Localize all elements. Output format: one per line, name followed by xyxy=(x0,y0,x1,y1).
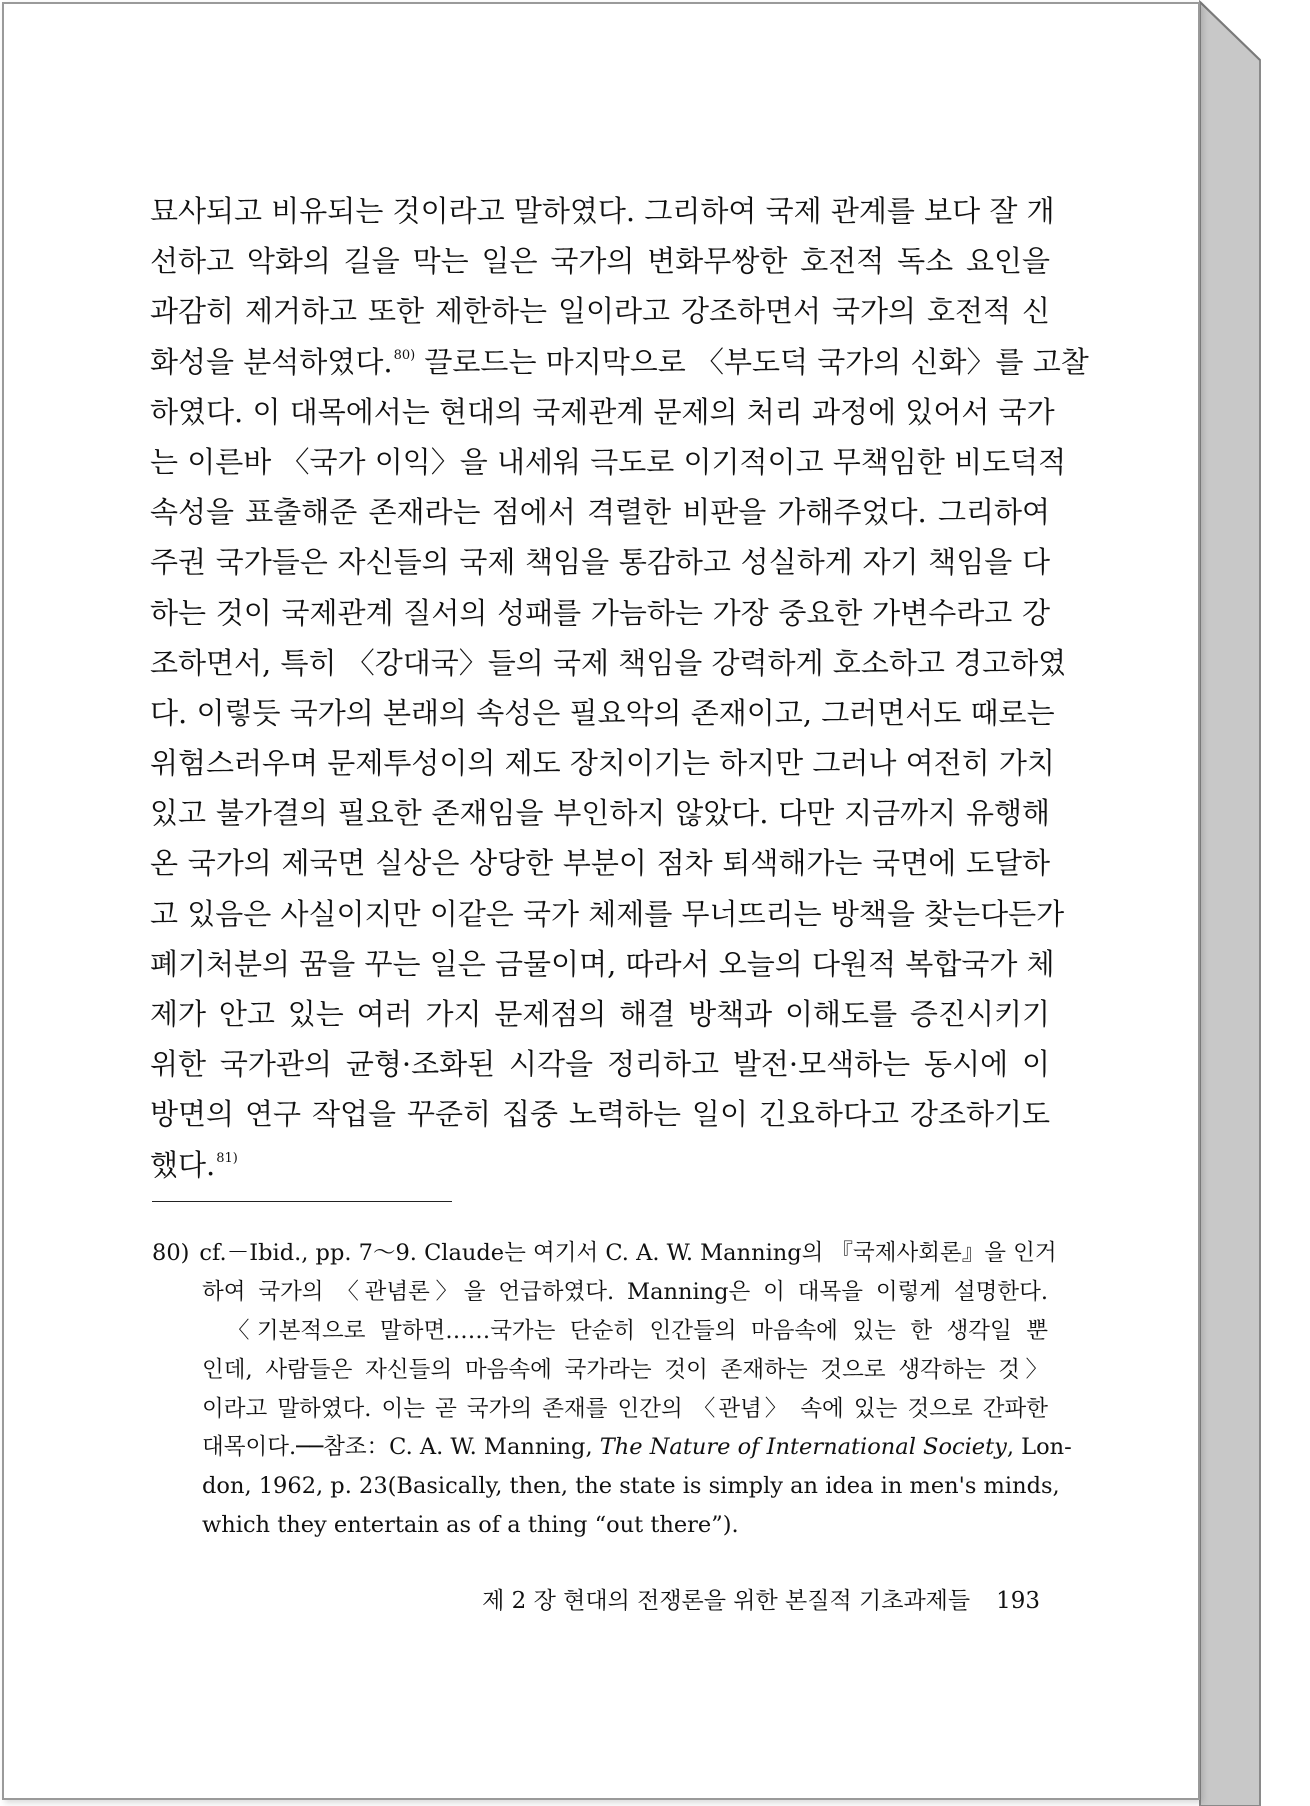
footnote-line xyxy=(152,1234,1057,1273)
body-line: 위험스러우며 문제투성이의 제도 장치이기는 하지만 그러나 여전히 가치 xyxy=(150,746,1055,781)
footnote-line: 하여 국가의 〈관념론〉을 언급하였다. Manning은 이 대목을 이렇게 설명한다. xyxy=(202,1278,1048,1305)
body-line: 방면의 연구 작업을 꾸준히 집중 노력하는 일이 긴요하다고 강조하기도 xyxy=(150,1097,1050,1132)
footnote-line-text: 대목이다.──참조：C. A. W. Manning, xyxy=(202,1434,600,1461)
footnote-line: 〈기본적으로 말하면……국가는 단순히 인간들의 마음속에 있는 한 생각일 뿐 xyxy=(227,1317,1048,1344)
body-line: 과감히 제거하고 또한 제한하는 일이라고 강조하면서 국가의 호전적 신 xyxy=(150,294,1050,329)
footnote-line: which they entertain as of a thing “out there”). xyxy=(202,1512,739,1539)
footnote-line-text: , Lon- xyxy=(1006,1434,1072,1461)
footnote-ref-80[interactable]: 80) xyxy=(393,347,416,363)
running-footer xyxy=(420,1582,1040,1615)
body-line: 다. 이렇듯 국가의 본래의 속성은 필요악의 존재이고, 그러면서도 때로는 xyxy=(150,695,1055,730)
footnote-line-text: cf.－Ibid., pp. 7～9. Claude는 여기서 C. A. W. Manning의 『국제사회론』을 인거 xyxy=(199,1240,1057,1266)
body-line: 하였다. 이 대목에서는 현대의 국제관계 문제의 처리 과정에 있어서 국가 xyxy=(150,394,1055,429)
body-line-part: 했다. xyxy=(150,1147,216,1182)
footnote-line: 인데, 사람들은 자신들의 마음속에 국가라는 것이 존재하는 것으로 생각하는 것〉 xyxy=(202,1356,1048,1383)
body-line: 속성을 표출해준 존재라는 점에서 격렬한 비판을 가해주었다. 그리하여 xyxy=(150,495,1050,530)
body-line-part: 끌로드는 마지막으로 〈부도덕 국가의 신화〉를 고찰 xyxy=(424,344,1089,379)
footnote-line: don, 1962, p. 23(Basically, then, the state is simply an idea in men's minds, xyxy=(202,1473,1060,1500)
body-line: 제가 안고 있는 여러 가지 문제점의 해결 방책과 이해도를 증진시키기 xyxy=(150,997,1050,1031)
body-line xyxy=(150,1140,1050,1190)
body-line: 있고 불가결의 필요한 존재임을 부인하지 않았다. 다만 지금까지 유행해 xyxy=(150,796,1050,831)
body-line: 주권 국가들은 자신들의 국제 책임을 통감하고 성실하게 자기 책임을 다 xyxy=(150,545,1050,580)
footnote-divider xyxy=(152,1201,452,1202)
book-title: The Nature of International Society xyxy=(599,1434,1007,1461)
main-text-block xyxy=(150,186,1089,1190)
footnote-ref-81[interactable]: 81) xyxy=(216,1150,238,1166)
chapter-title: 제 2 장 현대의 전쟁론을 위한 본질적 기초과제들 xyxy=(482,1588,971,1614)
body-line: 하는 것이 국제관계 질서의 성패를 가늠하는 가장 중요한 가변수라고 강 xyxy=(150,595,1050,630)
footnote-80 xyxy=(152,1234,1072,1545)
body-line: 온 국가의 제국면 실상은 상당한 부분이 점차 퇴색해가는 국면에 도달하 xyxy=(150,846,1050,881)
body-line: 고 있음은 사실이지만 이같은 국가 체제를 무너뜨리는 방책을 찾는다든가 xyxy=(150,896,1065,931)
body-line-part: 화성을 분석하였다. xyxy=(150,344,393,379)
body-line: 폐기처분의 꿈을 꾸는 일은 금물이며, 따라서 오늘의 다원적 복합국가 체 xyxy=(150,946,1055,981)
body-line: 는 이른바 〈국가 이익〉을 내세워 극도로 이기적이고 무책임한 비도덕적 xyxy=(150,444,1067,479)
footnote-line: 이라고 말하였다. 이는 곧 국가의 존재를 인간의 〈관념〉 속에 있는 것으로 간파한 xyxy=(202,1395,1048,1422)
page-number: 193 xyxy=(996,1588,1040,1614)
body-line xyxy=(150,337,1089,387)
footnote-number: 80) xyxy=(152,1240,190,1266)
body-line: 위한 국가관의 균형·조화된 시각을 정리하고 발전·모색하는 동시에 이 xyxy=(150,1047,1050,1082)
body-line: 묘사되고 비유되는 것이라고 말하였다. 그리하여 국제 관계를 보다 잘 개 xyxy=(150,194,1055,228)
body-line: 선하고 악화의 길을 막는 일은 국가의 변화무쌍한 호전적 독소 요인을 xyxy=(150,244,1050,279)
body-line: 조하면서, 특히 〈강대국〉들의 국제 책임을 강력하게 호소하고 경고하였 xyxy=(150,645,1067,680)
footnote-line xyxy=(152,1428,1072,1467)
